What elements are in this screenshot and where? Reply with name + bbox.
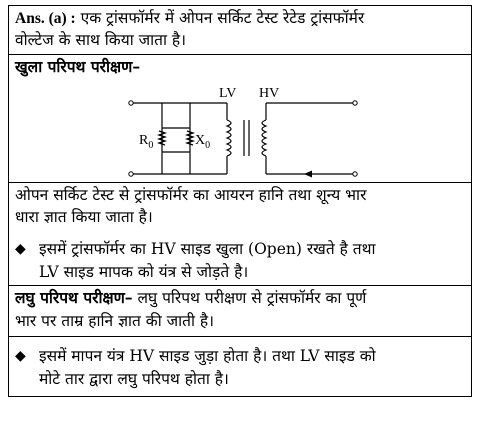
divider xyxy=(9,336,471,337)
answer-line-2: वोल्टेज के साथ किया जाता है। xyxy=(15,31,187,49)
open-circuit-heading: खुला परिपथ परीक्षण– xyxy=(15,57,141,76)
open-circuit-desc-1: ओपन सर्किट टेस्ट से ट्रांसफॉर्मर का आयरन हानि तथा शून्य भार xyxy=(15,186,367,204)
short-circuit-desc-1: लघु परिपथ परीक्षण से ट्रांसफॉर्मर का पूर्ण xyxy=(132,289,367,307)
divider xyxy=(9,285,471,286)
divider xyxy=(9,54,471,55)
short-circuit-line-1 xyxy=(15,287,467,309)
open-circuit-bullet-1: इसमें ट्रांसफॉर्मर का HV साइड खुला (Open) रखते है तथा xyxy=(39,240,376,258)
answer-label: Ans. (a) : xyxy=(15,10,76,27)
hv-label: HV xyxy=(259,86,280,101)
r0-label: $R_0$ xyxy=(139,133,154,151)
divider xyxy=(9,182,471,183)
lv-label: LV xyxy=(219,86,237,101)
answer-text-1: एक ट्रांसफॉर्मर में ओपन सर्किट टेस्ट रेटेड ट्रांसफॉर्मर xyxy=(80,9,365,27)
short-circuit-bullet-1: इसमें मापन यंत्र HV साइड जुड़ा होता है। तथा LV साइड को xyxy=(39,347,376,365)
bullet-icon: ◆ xyxy=(15,241,26,257)
answer-box xyxy=(8,5,472,397)
open-circuit-bullet-2: LV साइड मापक को यंत्र से जोड़ते है। xyxy=(39,263,249,281)
open-circuit-diagram xyxy=(119,84,369,184)
x0-label: $X_0$ xyxy=(195,133,211,151)
open-circuit-desc-2: धारा ज्ञात किया जाता है। xyxy=(15,208,153,226)
short-circuit-bullet-2: मोटे तार द्वारा लघु परिपथ होता है। xyxy=(39,370,229,388)
bullet-icon: ◆ xyxy=(15,348,26,364)
short-circuit-desc-2: भार पर ताम्र हानि ज्ञात की जाती है। xyxy=(15,312,215,330)
short-circuit-heading: लघु परिपथ परीक्षण– xyxy=(15,288,133,307)
answer-line-1 xyxy=(15,7,467,30)
